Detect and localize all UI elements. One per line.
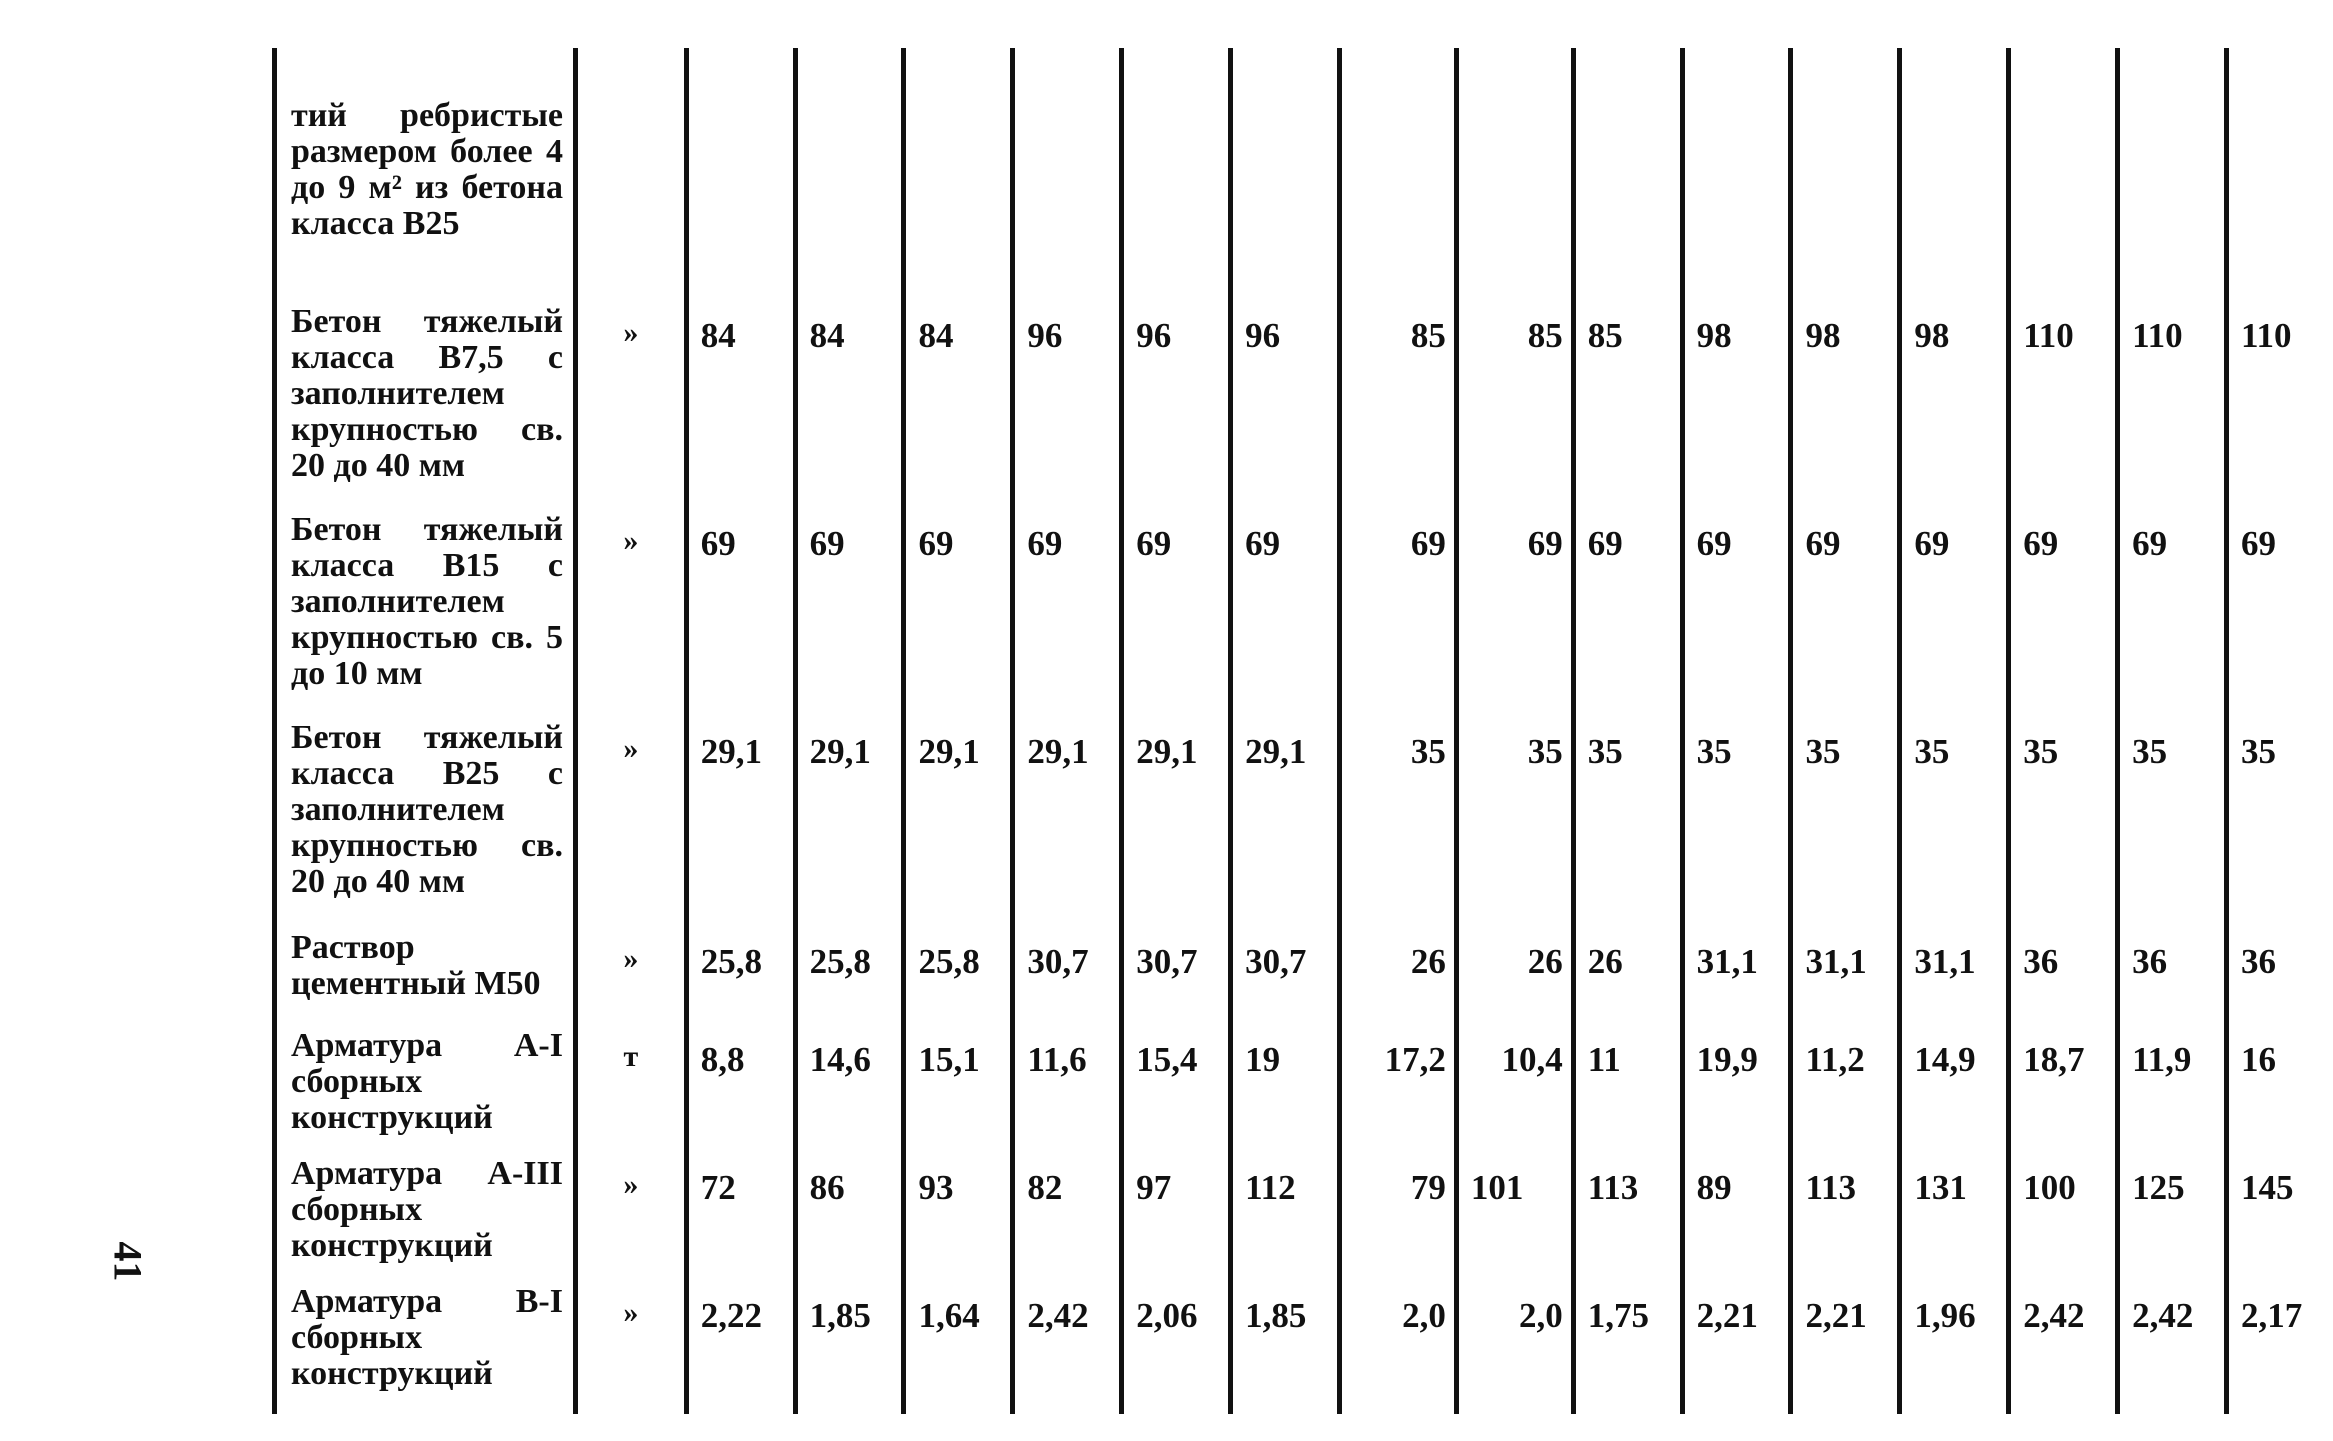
unit-cell: т — [575, 1028, 686, 1156]
table-row — [275, 48, 2333, 304]
value-cell: 69 — [2118, 512, 2227, 720]
value-cell: 85 — [1456, 304, 1573, 512]
value-cell: 85 — [1573, 304, 1682, 512]
value-cell: 110 — [2118, 304, 2227, 512]
value-cell: 11,2 — [1791, 1028, 1900, 1156]
value-cell: 25,8 — [795, 930, 904, 1028]
value-cell: 69 — [1013, 512, 1122, 720]
value-cell: 131 — [1900, 1156, 2009, 1284]
value-cell: 35 — [1900, 720, 2009, 930]
value-cell: 2,22 — [686, 1284, 795, 1414]
value-cell: 2,0 — [1339, 1284, 1456, 1414]
table-row — [275, 1284, 2333, 1414]
material-description: Арматура А-I сборных конструкций — [275, 1028, 576, 1156]
table-row — [275, 304, 2333, 512]
value-cell: 69 — [2009, 512, 2118, 720]
value-cell: 69 — [1573, 512, 1682, 720]
value-cell: 113 — [1791, 1156, 1900, 1284]
value-cell: 18,7 — [2009, 1028, 2118, 1156]
value-cell: 15,4 — [1122, 1028, 1231, 1156]
value-cell: 1,75 — [1573, 1284, 1682, 1414]
value-cell: 15,1 — [904, 1028, 1013, 1156]
value-cell: 16 — [2226, 1028, 2333, 1156]
value-cell: 69 — [1456, 512, 1573, 720]
table-row — [275, 1028, 2333, 1156]
value-cell — [904, 48, 1013, 304]
unit-cell — [575, 48, 686, 304]
value-cell: 31,1 — [1900, 930, 2009, 1028]
unit-cell: » — [575, 930, 686, 1028]
value-cell: 26 — [1456, 930, 1573, 1028]
value-cell: 35 — [2118, 720, 2227, 930]
value-cell: 86 — [795, 1156, 904, 1284]
value-cell: 35 — [2226, 720, 2333, 930]
value-cell — [795, 48, 904, 304]
materials-table — [272, 48, 2333, 1414]
value-cell: 29,1 — [1122, 720, 1231, 930]
value-cell: 2,0 — [1456, 1284, 1573, 1414]
value-cell: 100 — [2009, 1156, 2118, 1284]
value-cell: 29,1 — [1013, 720, 1122, 930]
value-cell: 30,7 — [1013, 930, 1122, 1028]
value-cell: 2,21 — [1682, 1284, 1791, 1414]
value-cell: 19 — [1231, 1028, 1340, 1156]
page-number: 41 — [105, 1241, 151, 1282]
value-cell: 69 — [1122, 512, 1231, 720]
value-cell: 72 — [686, 1156, 795, 1284]
unit-cell: » — [575, 1156, 686, 1284]
value-cell: 26 — [1573, 930, 1682, 1028]
lead-text-cell: тий ребристые размером более 4 до 9 м² из бетона класса В25 — [275, 48, 576, 304]
value-cell: 110 — [2009, 304, 2118, 512]
unit-cell: » — [575, 720, 686, 930]
value-cell: 11,6 — [1013, 1028, 1122, 1156]
value-cell: 1,96 — [1900, 1284, 2009, 1414]
value-cell: 69 — [1231, 512, 1340, 720]
value-cell: 35 — [1791, 720, 1900, 930]
material-description: Раствор цементный М50 — [275, 930, 576, 1028]
value-cell: 30,7 — [1122, 930, 1231, 1028]
value-cell: 2,21 — [1791, 1284, 1900, 1414]
table-row — [275, 1156, 2333, 1284]
value-cell: 69 — [1791, 512, 1900, 720]
value-cell: 19,9 — [1682, 1028, 1791, 1156]
value-cell: 10,4 — [1456, 1028, 1573, 1156]
value-cell: 96 — [1231, 304, 1340, 512]
value-cell — [1456, 48, 1573, 304]
value-cell — [2118, 48, 2227, 304]
value-cell — [1791, 48, 1900, 304]
value-cell: 2,42 — [1013, 1284, 1122, 1414]
value-cell — [1573, 48, 1682, 304]
value-cell: 14,9 — [1900, 1028, 2009, 1156]
value-cell — [1231, 48, 1340, 304]
value-cell: 69 — [795, 512, 904, 720]
value-cell: 93 — [904, 1156, 1013, 1284]
table-row — [275, 930, 2333, 1028]
value-cell: 36 — [2009, 930, 2118, 1028]
value-cell: 35 — [2009, 720, 2118, 930]
value-cell: 89 — [1682, 1156, 1791, 1284]
material-description: Бетон тяжелый класса В7,5 с заполнителем крупностью св. 20 до 40 мм — [275, 304, 576, 512]
value-cell: 145 — [2226, 1156, 2333, 1284]
material-description: Бетон тяжелый класса В15 с заполнителем крупностью св. 5 до 10 мм — [275, 512, 576, 720]
table-row — [275, 720, 2333, 930]
value-cell — [1682, 48, 1791, 304]
value-cell: 30,7 — [1231, 930, 1340, 1028]
value-cell: 17,2 — [1339, 1028, 1456, 1156]
value-cell: 1,64 — [904, 1284, 1013, 1414]
value-cell: 29,1 — [1231, 720, 1340, 930]
value-cell: 96 — [1013, 304, 1122, 512]
value-cell: 35 — [1456, 720, 1573, 930]
value-cell: 1,85 — [1231, 1284, 1340, 1414]
value-cell: 82 — [1013, 1156, 1122, 1284]
value-cell: 96 — [1122, 304, 1231, 512]
value-cell: 26 — [1339, 930, 1456, 1028]
value-cell: 98 — [1791, 304, 1900, 512]
value-cell: 29,1 — [686, 720, 795, 930]
value-cell: 11 — [1573, 1028, 1682, 1156]
value-cell: 35 — [1573, 720, 1682, 930]
value-cell: 14,6 — [795, 1028, 904, 1156]
value-cell: 8,8 — [686, 1028, 795, 1156]
value-cell — [2009, 48, 2118, 304]
value-cell: 11,9 — [2118, 1028, 2227, 1156]
value-cell: 97 — [1122, 1156, 1231, 1284]
value-cell: 101 — [1456, 1156, 1573, 1284]
value-cell: 2,42 — [2118, 1284, 2227, 1414]
value-cell: 113 — [1573, 1156, 1682, 1284]
value-cell: 29,1 — [795, 720, 904, 930]
value-cell: 69 — [1682, 512, 1791, 720]
value-cell: 36 — [2118, 930, 2227, 1028]
value-cell: 69 — [904, 512, 1013, 720]
value-cell — [686, 48, 795, 304]
value-cell: 31,1 — [1791, 930, 1900, 1028]
value-cell: 31,1 — [1682, 930, 1791, 1028]
value-cell: 69 — [2226, 512, 2333, 720]
value-cell: 29,1 — [904, 720, 1013, 930]
value-cell: 69 — [1339, 512, 1456, 720]
unit-cell: » — [575, 1284, 686, 1414]
value-cell: 1,85 — [795, 1284, 904, 1414]
value-cell: 69 — [1900, 512, 2009, 720]
value-cell: 25,8 — [686, 930, 795, 1028]
material-description: Арматура В-I сборных конструкций — [275, 1284, 576, 1414]
value-cell: 85 — [1339, 304, 1456, 512]
value-cell — [1013, 48, 1122, 304]
unit-cell: » — [575, 304, 686, 512]
value-cell: 35 — [1339, 720, 1456, 930]
value-cell: 35 — [1682, 720, 1791, 930]
material-description: Арматура А-III сборных конструкций — [275, 1156, 576, 1284]
value-cell: 110 — [2226, 304, 2333, 512]
value-cell: 2,17 — [2226, 1284, 2333, 1414]
value-cell — [1900, 48, 2009, 304]
table-row — [275, 512, 2333, 720]
value-cell: 25,8 — [904, 930, 1013, 1028]
value-cell — [2226, 48, 2333, 304]
value-cell: 2,06 — [1122, 1284, 1231, 1414]
unit-cell: » — [575, 512, 686, 720]
material-description: Бетон тяжелый класса В25 с заполнителем крупностью св. 20 до 40 мм — [275, 720, 576, 930]
value-cell: 98 — [1682, 304, 1791, 512]
value-cell: 125 — [2118, 1156, 2227, 1284]
value-cell: 84 — [795, 304, 904, 512]
value-cell: 69 — [686, 512, 795, 720]
value-cell: 84 — [686, 304, 795, 512]
value-cell: 112 — [1231, 1156, 1340, 1284]
value-cell — [1339, 48, 1456, 304]
value-cell: 36 — [2226, 930, 2333, 1028]
value-cell: 79 — [1339, 1156, 1456, 1284]
value-cell: 84 — [904, 304, 1013, 512]
value-cell: 2,42 — [2009, 1284, 2118, 1414]
value-cell: 98 — [1900, 304, 2009, 512]
value-cell — [1122, 48, 1231, 304]
